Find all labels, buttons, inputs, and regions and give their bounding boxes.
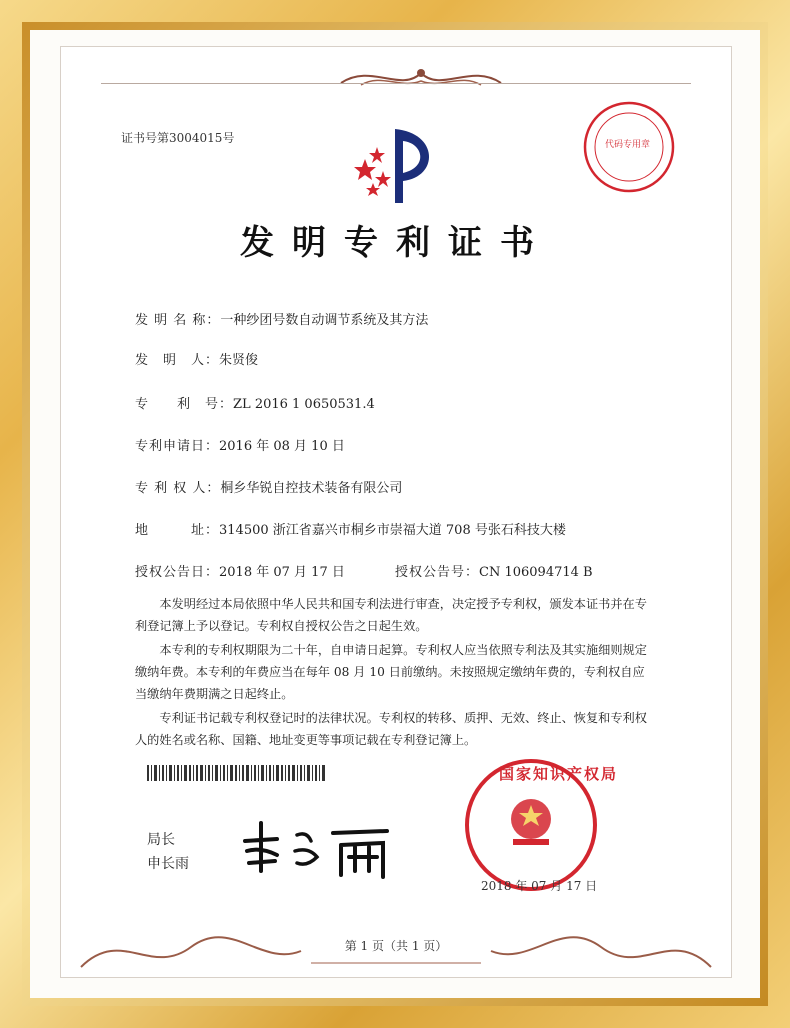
filing-date-value: 2016 年 08 月 10 日 [219,439,345,454]
seal-text: 国家知识产权局 [499,765,619,783]
page-footer: 第 1 页（共 1 页） [344,939,448,953]
bottom-ornament-icon [61,867,731,977]
certificate-number: 证书号第3004015号 [121,131,235,145]
patentee-row [135,477,402,496]
seal-date: 2018 年 07 月 17 日 [481,879,598,893]
grant-date-row [135,561,345,580]
paragraph-term: 本专利的专利权期限为二十年，自申请日起算。专利权人应当依照专利法及其实施细则规定缴纳年费。本专利的年费应当在每年 08 月 10 日前缴纳。未按照规定缴纳年费的，专利权自应当缴纳年费期满之日起终止。 [135,643,647,701]
patent-number-label: 专 利 号： [135,397,234,412]
top-ornament-icon [331,59,511,95]
patent-emblem-icon [343,121,443,211]
director-name: 申长雨 [147,856,189,872]
grant-number-value: CN 106094714 B [479,565,593,580]
grant-date-value: 2018 年 07 月 17 日 [219,565,345,580]
patent-number-value: ZL 2016 1 0650531.4 [233,397,375,412]
address-row [135,519,566,538]
invention-name-value: 一种纱团号数自动调节系统及其方法 [220,313,429,328]
inventor-row [135,349,258,368]
grant-date-label: 授权公告日： [135,565,220,580]
address-label: 地 址： [135,523,220,538]
paragraph-grant: 本发明经过本局依照中华人民共和国专利法进行审查，决定授予专利权，颁发本证书并在专利登记簿上予以登记。专利权自授权公告之日起生效。 [135,597,647,633]
inventor-label: 发 明 人： [135,353,220,368]
top-rule [101,83,691,84]
filing-date-label: 专利申请日： [135,439,220,454]
filing-date-row [135,435,345,454]
inventor-value: 朱贤俊 [219,353,259,368]
invention-name-label: 发 明 名 称： [135,313,221,328]
certificate-title: 发明专利证书 [240,223,552,263]
patentee-label: 专 利 权 人： [135,481,221,496]
director-title: 局长 [147,832,175,848]
barcode-icon [147,765,327,781]
grant-number-row [395,561,593,580]
patent-number-row [135,393,375,412]
grant-number-label: 授权公告号： [395,565,480,580]
invention-name-row [135,309,428,328]
certificate-page [60,46,732,978]
top-seal-text: 代码专用章 [605,140,651,150]
patentee-value: 桐乡华锐自控技术装备有限公司 [220,481,403,496]
paragraph-legal-status: 专利证书记载专利权登记时的法律状况。专利权的转移、质押、无效、终止、恢复和专利权人的姓名或名称、国籍、地址变更等事项记载在专利登记簿上。 [135,711,647,747]
address-value: 314500 浙江省嘉兴市桐乡市崇福大道 708 号张石科技大楼 [219,523,566,538]
